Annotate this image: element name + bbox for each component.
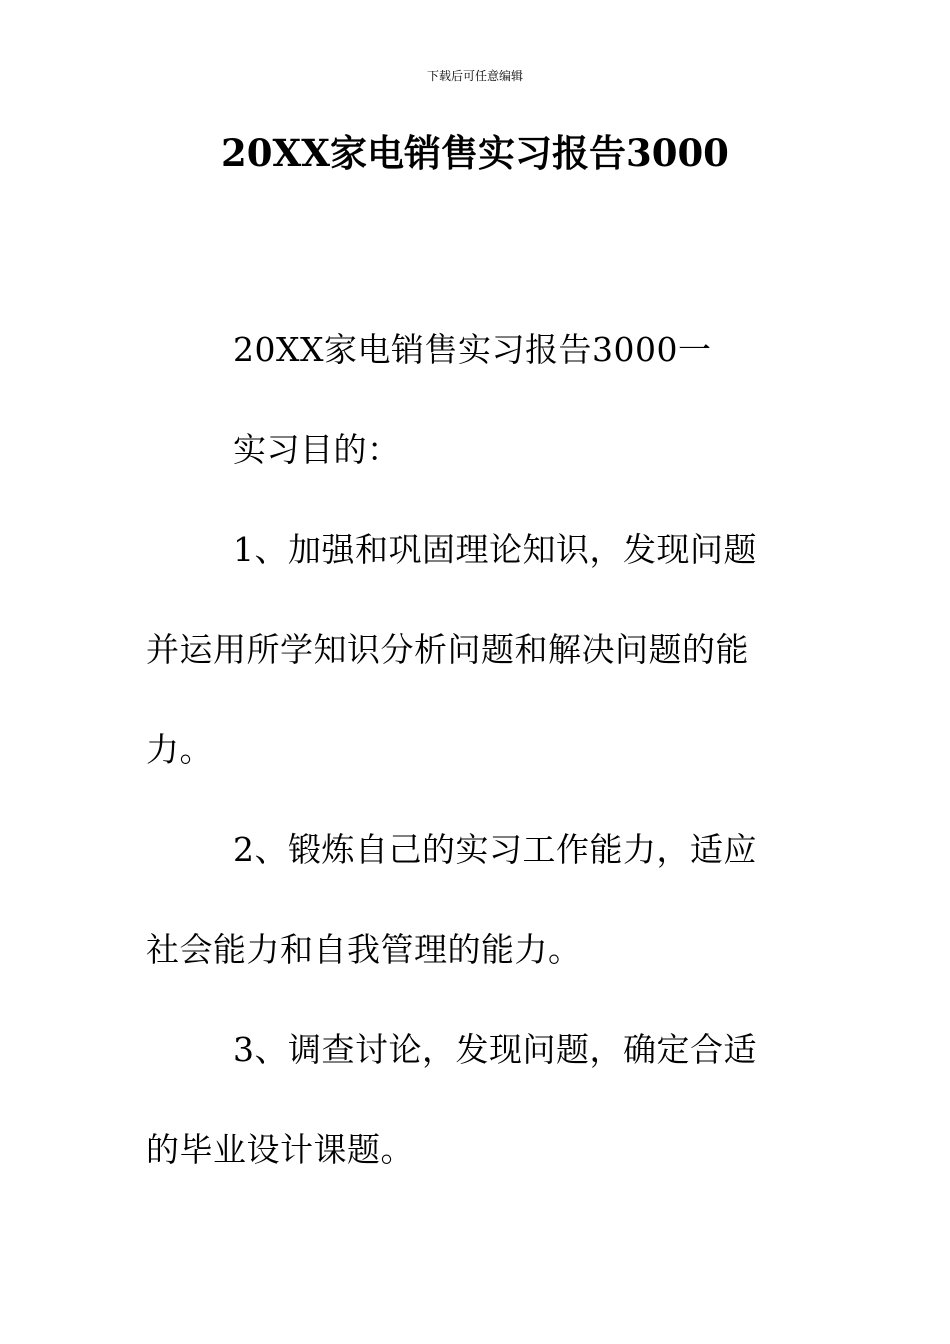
purpose-item-2: 2、锻炼自己的实习工作能力，适应社会能力和自我管理的能力。 bbox=[146, 830, 757, 969]
purpose-item-1: 1、加强和巩固理论知识，发现问题并运用所学知识分析问题和解决问题的能力。 bbox=[146, 530, 757, 769]
purpose-item-3: 3、调查讨论，发现问题，确定合适的毕业设计课题。 bbox=[146, 1030, 757, 1169]
document-title: 20XX家电销售实习报告3000 bbox=[221, 131, 729, 175]
document-body bbox=[146, 300, 786, 1200]
report-heading-line: 20XX家电销售实习报告3000一 bbox=[233, 330, 712, 369]
purpose-heading: 实习目的： bbox=[233, 430, 401, 469]
header-note: 下载后可任意编辑 bbox=[426, 69, 523, 83]
